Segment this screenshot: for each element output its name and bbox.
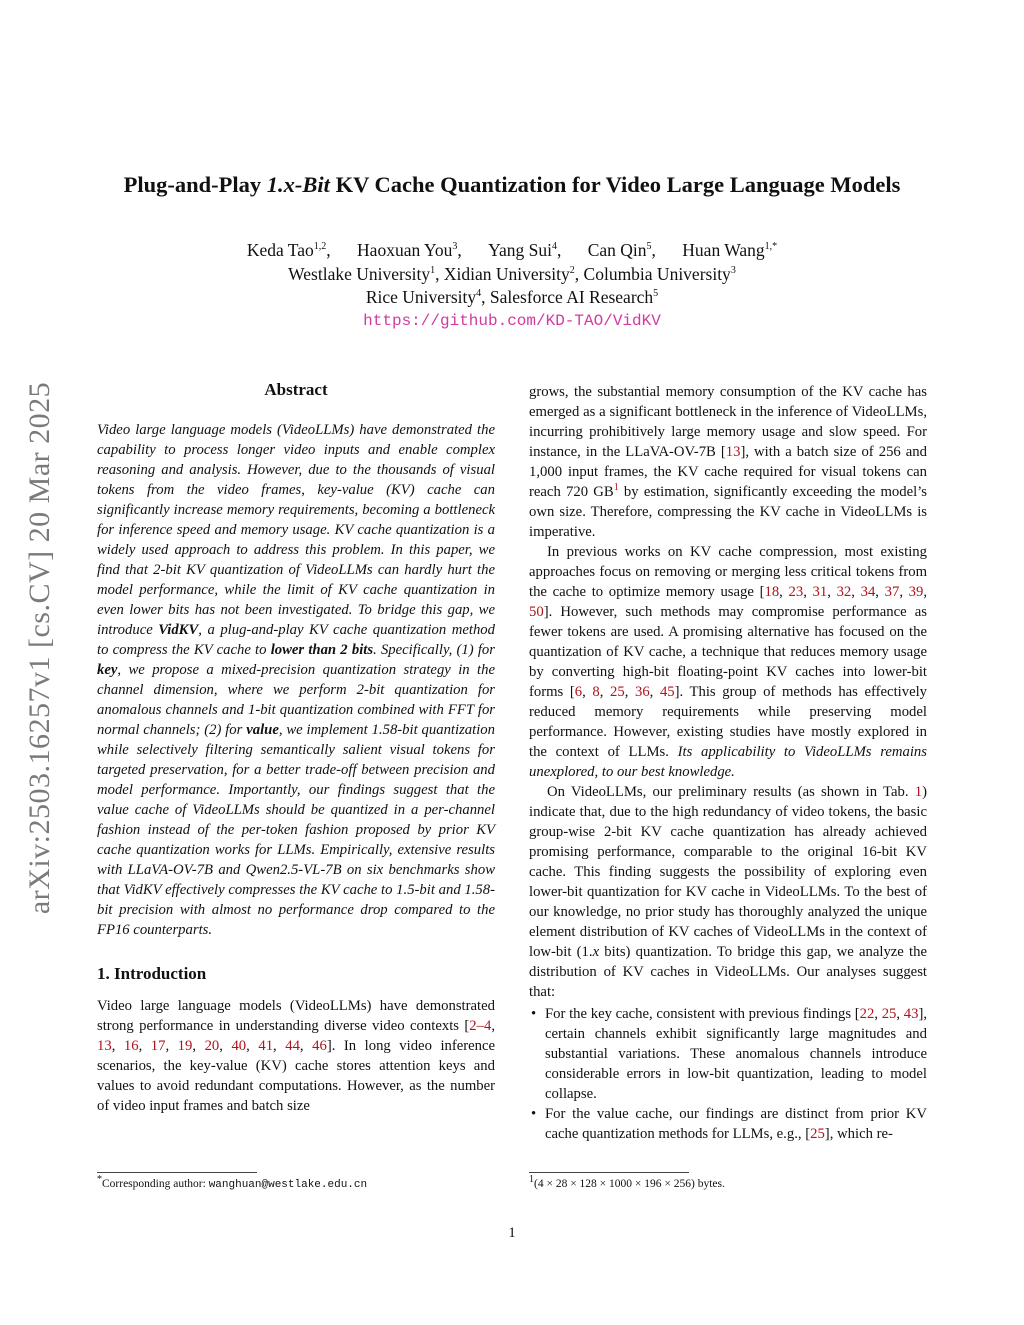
github-link[interactable]: https://github.com/KD-TAO/VidKV: [363, 312, 661, 330]
footnote-rule: [97, 1172, 257, 1173]
footnote-rule: [529, 1172, 689, 1173]
left-column: [97, 380, 495, 1116]
citation-link[interactable]: 17: [150, 1038, 166, 1054]
page-number: 1: [508, 1225, 516, 1241]
citation-link[interactable]: 39: [908, 584, 924, 600]
author-list: [0, 240, 1024, 261]
citation-link[interactable]: 45: [659, 684, 675, 700]
list-item: • For the key cache, consistent with previous findings [22, 25, 43], certain channels exhibit significantly large magnitudes and substantial variations. These anomalous channels introduce considerable errors in low-bit quantization, leading to model collapse.: [529, 1004, 927, 1104]
affiliations-line-2: Rice University$^4$, Salesforce AI Research$^5$: [365, 287, 659, 307]
citation-link[interactable]: 50: [529, 604, 544, 620]
email-link[interactable]: wanghuan@westlake.edu.cn: [208, 1179, 368, 1191]
intro-paragraph-3: In previous works on KV cache compression, most existing approaches focus on removing or merging less critical tokens from the cache to optimize memory usage [18, 23, 31, 32, 34, 37, 39, 50]. However, such methods may compromise performance as fewer tokens are used. A promising alternative has focused on the quantization of KV cache, a technique that reduces memory usage by converting high-bit floating-point KV caches into lower-bit forms [6, 8, 25, 36, 45]. This group of methods has effectively reduced memory requirements while preserving model performance. However, existing studies have mostly explored in the context of LLMs. Its applicability to VideoLLMs remains unexplored, to our best knowledge.: [529, 544, 928, 780]
intro-paragraph-4: On VideoLLMs, our preliminary results (as shown in Tab. 1) indicate that, due to the high redundancy of video tokens, the basic group-wise 2-bit KV cache quantization has already achieved promising performance, comparable to the original 16-bit KV cache. This finding suggests the possibility of exploring even lower-bit quantization for KV cache in VideoLLMs. To the best of our knowledge, no prior study has thoroughly analyzed the unique element distribution of KV caches of VideoLLMs in the context of low-bit (1.x bits) quantization. To bridge this gap, we analyze the distribution of KV caches in VideoLLMs. Our analyses suggest that:: [529, 784, 927, 1000]
citation-link[interactable]: 13: [97, 1038, 112, 1054]
abstract-heading: Abstract: [264, 380, 328, 399]
right-column: [529, 382, 927, 1144]
author: Yang Sui$^4$,: [488, 240, 562, 260]
introduction-heading: 1. Introduction: [97, 964, 207, 983]
citation-link[interactable]: 22: [859, 1006, 875, 1022]
citation-link[interactable]: 44: [285, 1038, 300, 1054]
citation-link[interactable]: 37: [884, 584, 900, 600]
citation-link[interactable]: 18: [764, 584, 780, 600]
list-item: • For the value cache, our findings are distinct from prior KV cache quantization methods for LLMs, e.g., [25], which re-: [529, 1104, 927, 1144]
table-ref-link[interactable]: 1: [914, 784, 923, 800]
findings-list: [529, 1004, 927, 1144]
citation-link[interactable]: 6: [574, 684, 583, 700]
paper-title: Plug-and-Play 1.x-Bit KV Cache Quantization for Video Large Language Models: [123, 172, 901, 197]
citation-link[interactable]: 34: [860, 584, 876, 600]
citation-link[interactable]: 8: [592, 684, 600, 700]
citation-link[interactable]: 46: [312, 1038, 327, 1054]
citation-link[interactable]: 25: [881, 1006, 897, 1022]
citation-link[interactable]: 16: [123, 1038, 139, 1054]
citation-link[interactable]: 25: [610, 684, 625, 700]
citation-link[interactable]: 23: [788, 584, 804, 600]
intro-paragraph-2: grows, the substantial memory consumption of the KV cache has emerged as a significant bottleneck in the inference of VideoLLMs, incurring prohibitively large memory usage and slow speed. For instance, in the LLaVA-OV-7B [13], with a batch size of 256 and 1,000 input frames, the KV cache required for visual tokens can reach 720 $GB^1$ by estimation, significantly exceeding the model’s own size. Therefore, compressing the KV cache in VideoLLMs is imperative.: [529, 384, 927, 540]
citation-link[interactable]: 43: [903, 1006, 919, 1022]
abstract-text: Video large language models (VideoLLMs) have demonstrated the capability to process longer video inputs and enable complex reasoning and analysis. However, due to the thousands of visual tokens from the video frames, key-value (KV) cache can significantly increase memory requirements, becoming a bottleneck for inference speed and memory usage. KV cache quantization is a widely used approach to address this problem. In this paper, we find that 2-bit KV quantization of VideoLLMs can hardly hurt the model performance, while the limit of KV cache quantization in even lower bits has not been investigated. To bridge this gap, we introduce VidKV, a plug-and-play KV cache quantization method to compress the KV cache to lower than 2 bits. Specifically, (1) for key, we propose a mixed-precision quantization strategy in the channel dimension, where we perform 2-bit quantization for anomalous channels and 1-bit quantization combined with FFT for normal channels; (2) for value, we implement 1.58-bit quantization while selectively filtering semantically salient visual tokens for targeted preservation, for a better trade-off between precision and model performance. Importantly, our findings suggest that the value cache of VideoLLMs should be quantized in a per-channel fashion instead of the per-token fashion proposed by prior KV cache quantization works for LLMs. Empirically, extensive results with LLaVA-OV-7B and Qwen2.5-VL-7B on six benchmarks show that VidKV effectively compresses the KV cache to 1.5-bit and 1.58-bit precision with almost no performance drop compared to the FP16 counterparts.: [97, 422, 495, 938]
author: Huan Wang$^{1,*}$: [682, 240, 778, 260]
citation-link[interactable]: 20: [204, 1038, 220, 1054]
intro-paragraph-1: Video large language models (VideoLLMs) have demonstrated strong performance in understanding diverse video contexts [2–4, 13, 16, 17, 19, 20, 40, 41, 44, 46]. In long video inference scenarios, the key-value (KV) cache stores attention keys and values to avoid redundant computations. However, as the number of video input frames and batch size: [97, 998, 496, 1114]
citation-link[interactable]: 31: [812, 584, 828, 600]
citation-link[interactable]: 13: [725, 444, 741, 460]
citation-link[interactable]: 41: [258, 1038, 274, 1054]
citation-link[interactable]: 32: [836, 584, 852, 600]
footnote-ref[interactable]: 1: [613, 482, 619, 494]
author: Haoxuan You$^3$,: [357, 240, 462, 260]
footnote-corresponding-author: *Corresponding author: wanghuan@westlake.edu.cn: [97, 1174, 368, 1191]
arxiv-watermark: arXiv:2503.16257v1 [cs.CV] 20 Mar 2025: [23, 381, 56, 915]
citation-link[interactable]: 25: [810, 1126, 825, 1142]
citation-link[interactable]: 36: [634, 684, 650, 700]
author: Keda Tao$^{1,2}$,: [246, 240, 331, 260]
footnote-1: $^1$(4 × 28 × 128 × 1000 × 196 × 256) bytes.: [529, 1174, 725, 1190]
citation-link[interactable]: 40: [231, 1038, 247, 1054]
author: Can Qin$^5$,: [587, 240, 656, 260]
affiliations-line-1: Westlake University$^1$, Xidian University$^2$, Columbia University$^3$: [288, 264, 736, 284]
citation-link[interactable]: 19: [177, 1038, 193, 1054]
citation-link[interactable]: 2–4: [469, 1018, 492, 1034]
